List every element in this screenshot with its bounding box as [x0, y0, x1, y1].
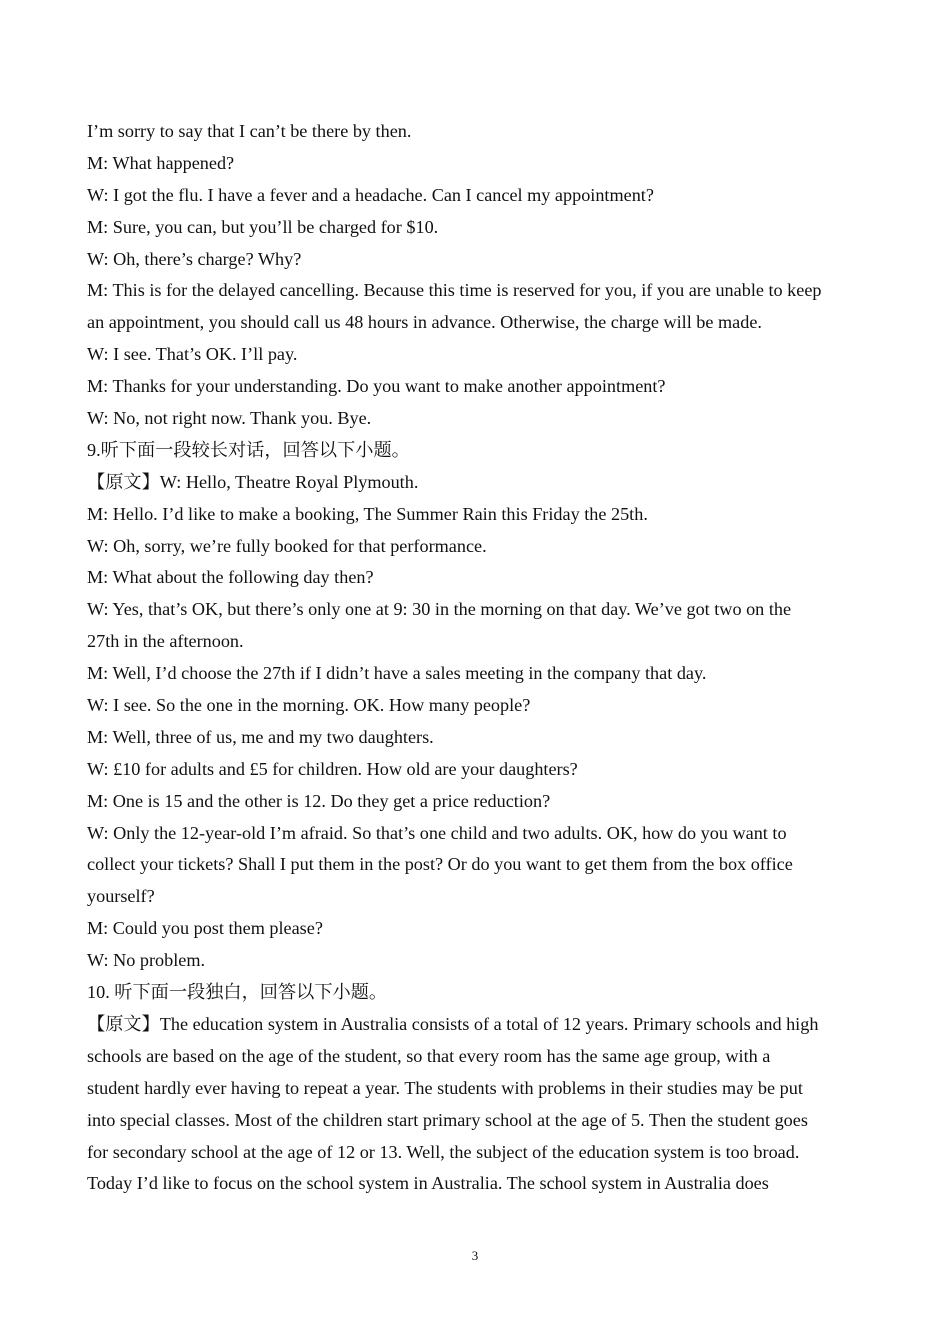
text-line: 【原文】The education system in Australia consists of a total of 12 years. Primary schools and high [87, 1013, 819, 1034]
text-line: M: One is 15 and the other is 12. Do they get a price reduction? [87, 790, 551, 811]
text-line: student hardly ever having to repeat a year. The students with problems in their studies may be put [87, 1077, 803, 1098]
text-line: W: No, not right now. Thank you. Bye. [87, 408, 372, 429]
text-line: M: Thanks for your understanding. Do you want to make another appointment? [87, 376, 666, 397]
text-line: W: No problem. [87, 950, 206, 971]
text-line: schools are based on the age of the student, so that every room has the same age group, with a [87, 1045, 771, 1066]
text-line: collect your tickets? Shall I put them in the post? Or do you want to get them from the box office [87, 854, 793, 875]
text-line: an appointment, you should call us 48 hours in advance. Otherwise, the charge will be made. [87, 312, 762, 333]
section-heading: 10. 听下面一段独白，回答以下小题。 [87, 982, 388, 1003]
text-line: M: Sure, you can, but you’ll be charged for $10. [87, 216, 439, 237]
text-line: W: I see. That’s OK. I’ll pay. [87, 344, 298, 365]
text-line: 27th in the afternoon. [87, 631, 244, 652]
text-line: yourself? [87, 886, 155, 907]
section-heading: 9.听下面一段较长对话，回答以下小题。 [87, 439, 410, 460]
text-line: M: Could you post them please? [87, 918, 323, 939]
text-line: W: I got the flu. I have a fever and a headache. Can I cancel my appointment? [87, 184, 654, 205]
text-line: W: Only the 12-year-old I’m afraid. So that’s one child and two adults. OK, how do you want to [87, 822, 787, 843]
text-line: W: £10 for adults and £5 for children. How old are your daughters? [87, 758, 578, 779]
text-line: into special classes. Most of the children start primary school at the age of 5. Then the student goes [87, 1109, 808, 1130]
document-body [87, 116, 867, 1200]
text-line: M: This is for the delayed cancelling. Because this time is reserved for you, if you are unable to keep [87, 280, 822, 301]
text-line: W: Yes, that’s OK, but there’s only one at 9: 30 in the morning on that day. We’ve got two on the [87, 599, 792, 620]
text-line: M: What about the following day then? [87, 567, 374, 588]
text-line: Today I’d like to focus on the school system in Australia. The school system in Australia does [87, 1173, 769, 1194]
text-line: 【原文】W: Hello, Theatre Royal Plymouth. [87, 471, 419, 492]
text-line: for secondary school at the age of 12 or 13. Well, the subject of the education system is too broad. [87, 1141, 800, 1162]
text-line: M: Well, three of us, me and my two daughters. [87, 726, 434, 747]
text-line: I’m sorry to say that I can’t be there by then. [87, 121, 412, 141]
text-line: M: What happened? [87, 152, 235, 173]
text-line: M: Hello. I’d like to make a booking, The Summer Rain this Friday the 25th. [87, 503, 648, 524]
text-line: W: I see. So the one in the morning. OK. How many people? [87, 695, 531, 716]
text-line: M: Well, I’d choose the 27th if I didn’t have a sales meeting in the company that day. [87, 663, 707, 684]
page-number: 3 [471, 1248, 479, 1263]
text-line: W: Oh, sorry, we’re fully booked for that performance. [87, 535, 487, 556]
text-line: W: Oh, there’s charge? Why? [87, 248, 302, 269]
